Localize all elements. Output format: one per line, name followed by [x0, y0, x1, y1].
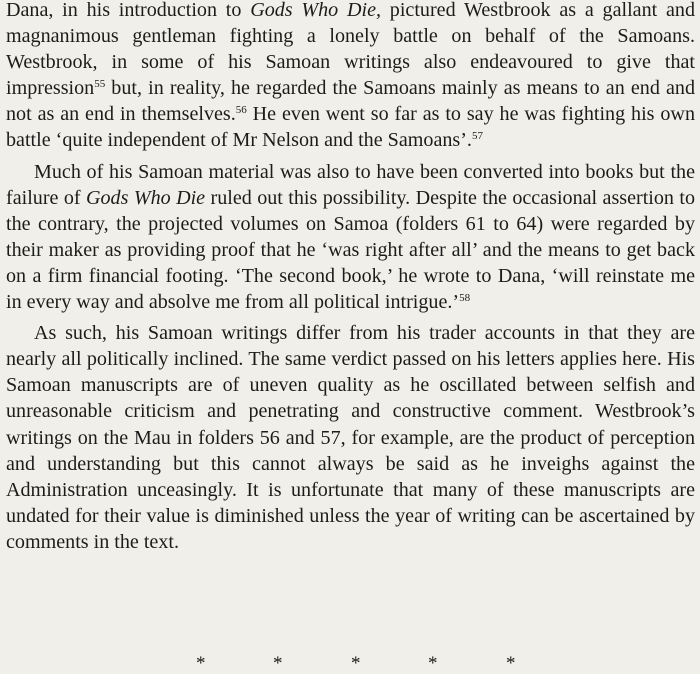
text-run: As such, his Samoan writings differ from his trader accounts in that they are nearly all politically inclined. The same verdict passed on his letters applies here. His Samoan manuscripts are of uneven quality as he oscillated between selfish and unreasonable criticism and penetrating and constructive comment. Westbrook’s writings on the Mau in folders 56 and 57, for example, are the product of perception and understanding but this cannot always be said as he inveighs against the Administration unceasingly. It is unfortunate that many of these manuscripts are undated for their value is diminished unless the year of writing can be ascertained by comments in the text.: [6, 322, 695, 553]
separator-asterisk: *: [351, 653, 361, 674]
text-run: pictured Westbrook as a gallant and magnanimous gentleman fighting a lonely battle on behalf of the Samoans. Westbrook, in some of his Samoan writings also endeavoured to give that impression: [6, 0, 695, 100]
text-run: ruled out this possibility. Despite the occasional assertion to the contrary, the projected volumes on Samoa (folders 61 to 64) were regarded by their maker as providing proof that he ‘was right after all’ and the means to get back on a firm financial footing. ‘The second book,’ he wrote to Dana, ‘will reinstate me in every way and absolve me from all political intrigue.’: [6, 186, 696, 314]
italic-title: Gods Who Die,: [250, 0, 382, 21]
text-run: Dana, in his introduction to: [6, 0, 251, 21]
separator-asterisk: *: [196, 653, 206, 674]
separator-asterisk: *: [273, 653, 283, 674]
paragraph-1: [6, 0, 695, 154]
text-run: Much of his Samoan material was also to have been converted into books but the failure of: [6, 160, 695, 209]
separator-asterisk: *: [428, 653, 438, 674]
paragraph-3: [6, 320, 695, 555]
paragraph-2: [6, 159, 695, 316]
separator-asterisk: *: [506, 653, 516, 674]
text-run: but, in reality, he regarded the Samoans mainly as means to an end and not as an end in themselves.: [6, 77, 695, 126]
section-separator: [0, 654, 700, 674]
footnote-ref: 57: [471, 130, 483, 143]
text-run: He even went so far as to say he was fighting his own battle ‘quite independent of Mr Nelson and the Samoans’.: [6, 103, 695, 152]
footnote-ref: 58: [459, 292, 471, 305]
footnote-ref: 56: [235, 104, 247, 117]
italic-title: Gods Who Die: [86, 186, 206, 209]
footnote-ref: 55: [94, 78, 106, 91]
